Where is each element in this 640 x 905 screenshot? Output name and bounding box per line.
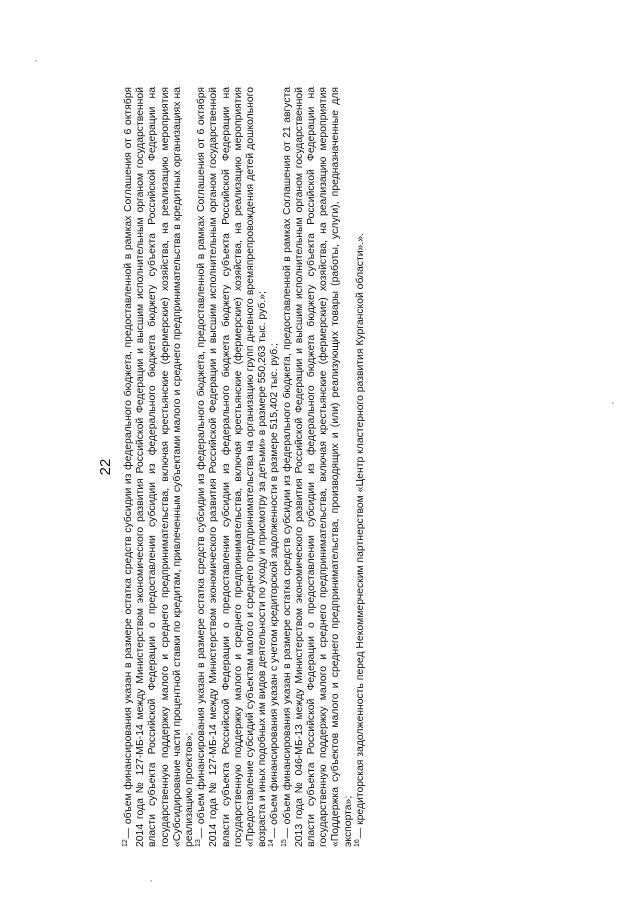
footnote-15 [282,87,355,847]
footnote-marker: 13 [195,839,203,847]
footnote-text: — объем финансирования указан в размере остатка средств субсидии из федерального бюджета, предоставленной в рамках Соглашения от 21 августа 2013 года № 046-МБ-13 между Министерством экономического развития Российской Федерации и высшим исполнительным органом государственной власти субъекта Российской Федерации о предоставлении субсидии из федерального бюджета бюджету субъекта Российской Федерации на государственную поддержку малого и среднего предпринимательства, включая крестьянские (фермерские) хозяйства, на реализацию мероприятия «Поддержка субъектов малого и среднего предпринимательства, производящих и (или) реализующих товары (работы, услуги), предназначенные для экспорта»; [281,87,354,847]
scan-speck [150,880,152,882]
footnote-marker: 12 [122,839,129,847]
footnote-16 [355,87,367,847]
rotated-page-content [97,87,397,847]
footnote-14 [269,87,281,847]
footnote-marker: 14 [268,839,276,847]
scan-speck [612,402,614,404]
footnote-text: — объем финансирования указан с учетом кредиторской задолженности в размере 515,402 тыс. руб.; [269,343,281,839]
footnote-marker: 15 [280,839,288,847]
footnote-text: — объем финансирования указан в размере остатка средств субсидии из федерального бюджета, предоставленной в рамках Соглашения от 6 октября 2014 года № 127-МБ-14 между Министерством экономического развития Российской Федерации и высшим исполнительным органом государственной власти субъекта Российской Федерации о предоставлении субсидии из федерального бюджета бюджету субъекта Российской Федерации на государственную поддержку малого и среднего предпринимательства, включая крестьянские (фермерские) хозяйства, на реализацию мероприятия «Субсидирование части процентной ставки по кредитам, привлеченным субъектами малого и среднего предпринимательства в кредитных организациях на реализацию проектов»; [123,87,196,847]
footnote-13 [196,87,269,847]
page-number: 22 [97,458,114,476]
footnote-marker: 16 [353,839,361,847]
scan-speck [35,60,37,62]
footnotes-block [123,87,367,847]
footnote-text: — кредиторская задолженность перед Некоммерческим партнерством «Центр кластерного развития Курганской области».». [354,233,366,839]
footnote-12 [123,87,196,847]
footnote-text: — объем финансирования указан в размере остатка средств субсидии из федерального бюджета, предоставленной в рамках Соглашения от 6 октября 2014 года № 127-МБ-14 между Министерством экономического развития Российской Федерации и высшим исполнительным органом государственной власти субъекта Российской Федерации о предоставлении субсидии из федерального бюджета бюджету субъекта Российской Федерации на государственную поддержку малого и среднего предпринимательства, включая крестьянские (фермерские) хозяйства, на реализацию мероприятия «Предоставление субсидий субъектам малого и среднего предпринимательства на организацию групп дневного времяпрепровождения детей дошкольного возраста и иных подобных им видов деятельности по уходу и присмотру за детьми» в размере 550,263 тыс. руб.»; [196,87,269,847]
